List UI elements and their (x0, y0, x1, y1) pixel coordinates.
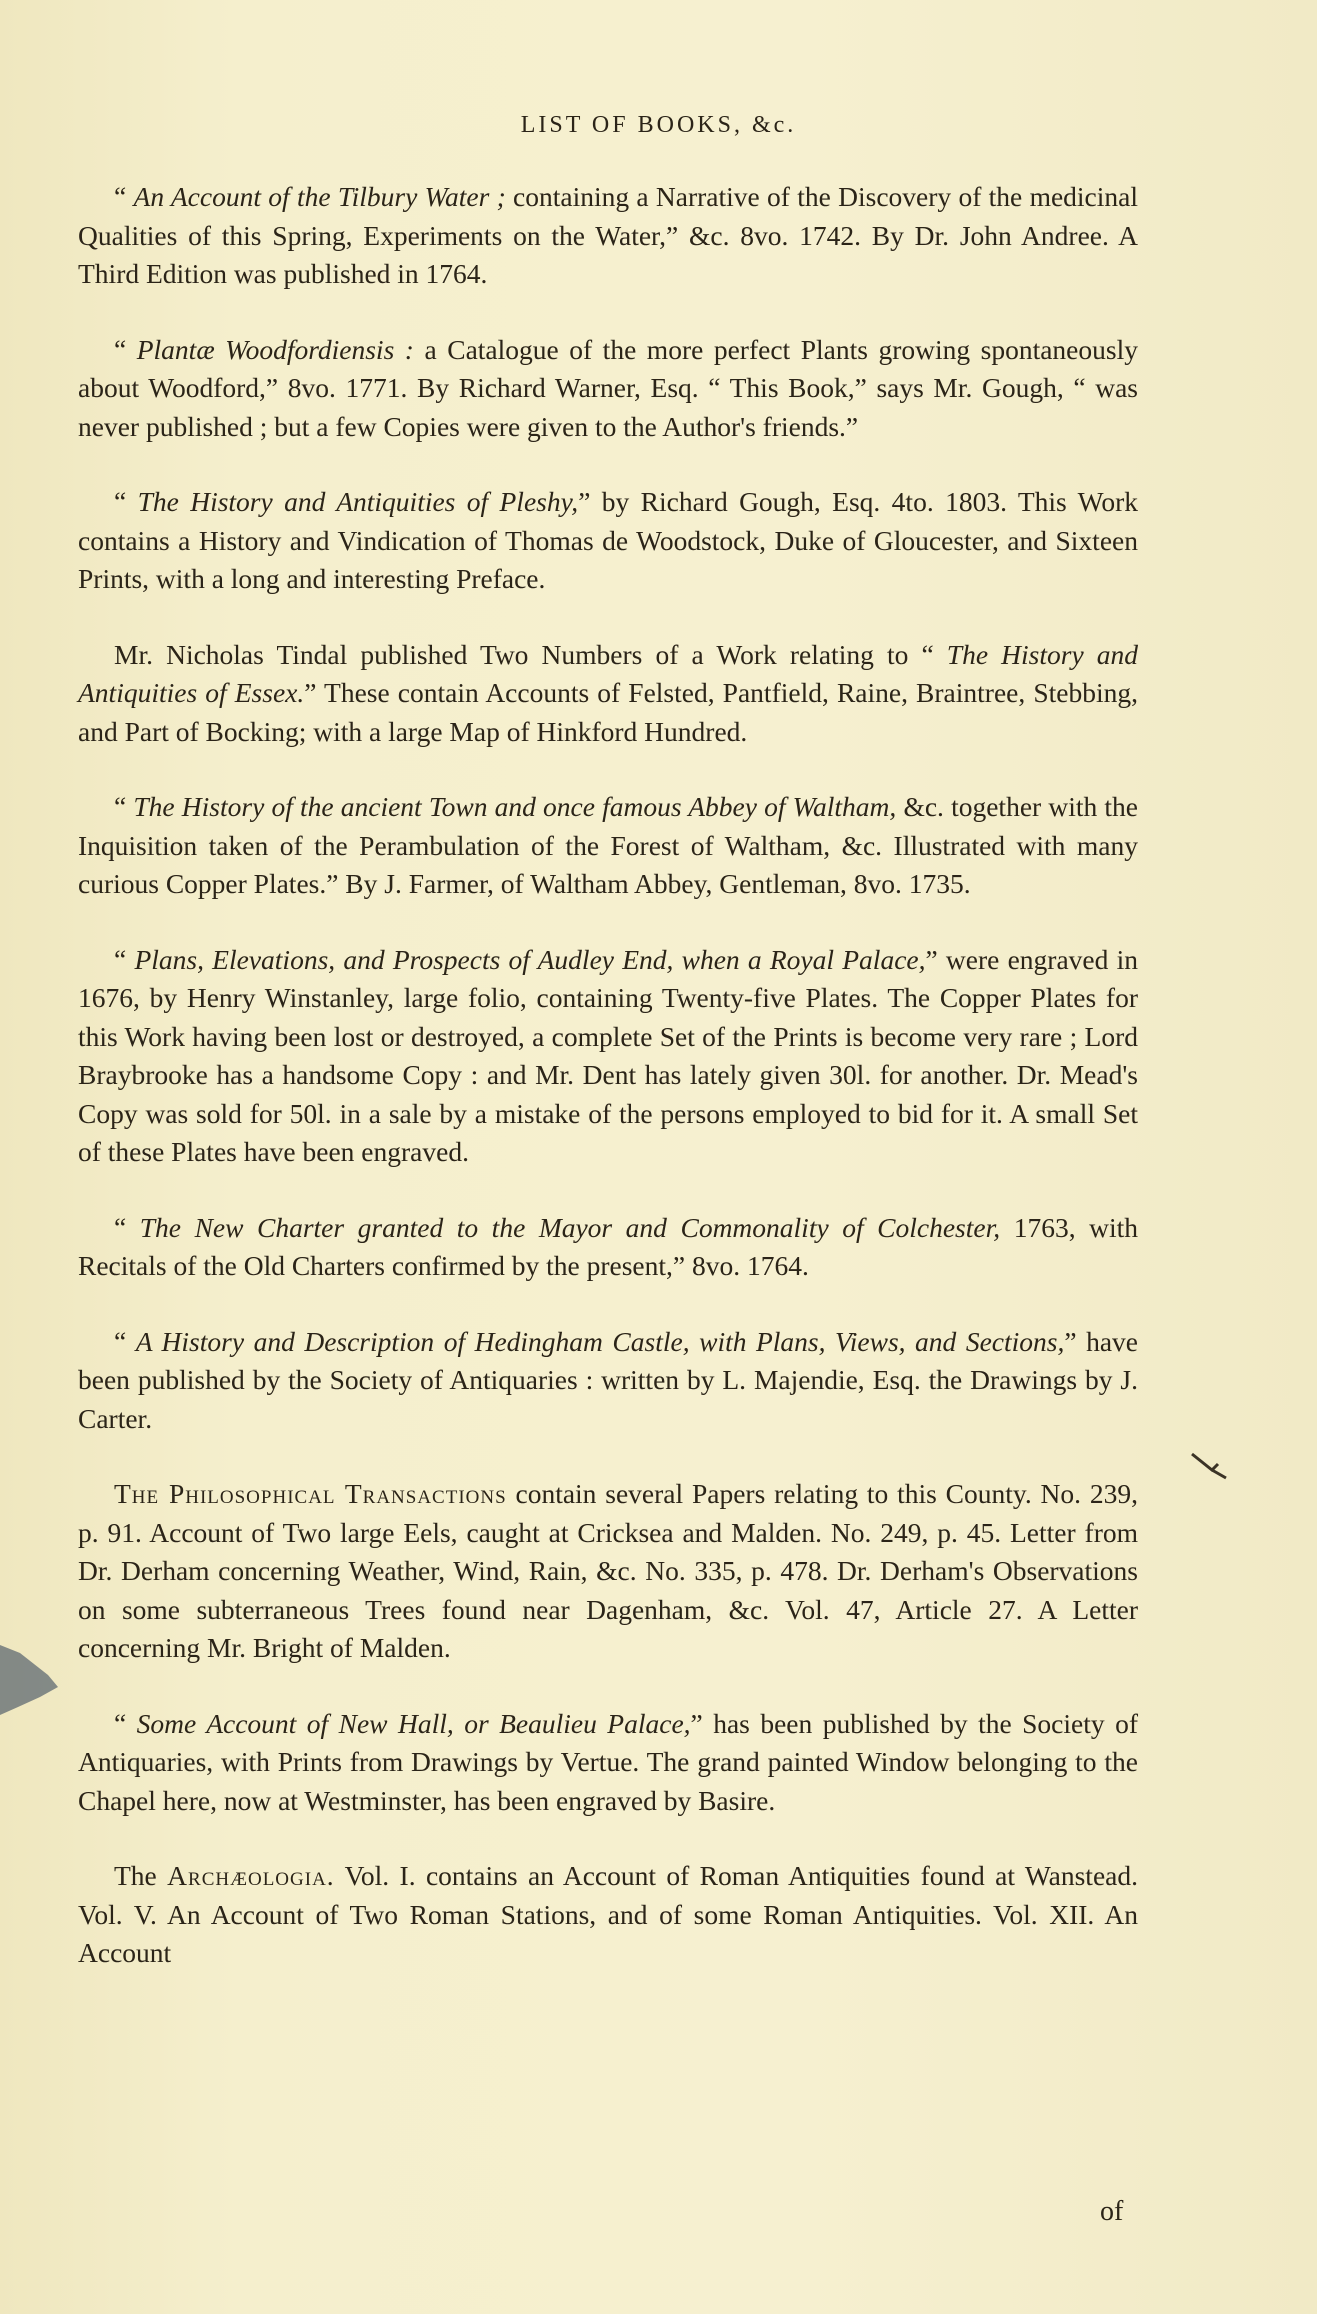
entry-tindal-essex: Mr. Nicholas Tindal published Two Numbers of a Work relating to “ The History and Antiquities of Essex.” These contain Accounts of Felsted, Pantfield, Raine, Braintree, Stebbing, and Part of Bocking; with a large Map of Hinkford Hundred. (78, 638, 1139, 747)
margin-mark-icon (1190, 1450, 1230, 1480)
entry-title: Archæologia. (167, 1860, 335, 1891)
entry-waltham-abbey: “ The History of the ancient Town and once famous Abbey of Waltham, &c. together with the Inquisition taken of the Perambulation of the Forest of Waltham, &c. Illustrated with many curious Copper Plates.” By J. Farmer, of Waltham Abbey, Gentleman, 8vo. 1735. (78, 791, 1138, 899)
running-header: LIST OF BOOKS, &c. (520, 112, 797, 138)
entry-pleshy: “ The History and Antiquities of Pleshy,” by Richard Gough, Esq. 4to. 1803. This Work contains a History and Vindication of Thomas de Woodstock, Duke of Gloucester, and Sixteen Prints, with a long and interesting Preface. (78, 486, 1138, 594)
entry-title: Some Account of New Hall, or Beaulieu Palace, (136, 1707, 691, 1739)
entry-title: The New Charter granted to the Mayor and Commonality of Colchester, (139, 1211, 1001, 1243)
entry-title: Plantæ Woodfordiensis : (136, 333, 414, 365)
entry-title: The History of the ancient Town and once famous Abbey of Waltham, (133, 791, 897, 822)
catchword: of (1100, 2196, 1124, 2227)
entry-hedingham-castle: “ A History and Description of Hedingham Castle, with Plans, Views, and Sections,” have been published by the Society of Antiquaries : written by L. Majendie, Esq. the Drawings by J. Carter. (78, 1325, 1138, 1434)
entry-title: The History and Antiquities of Pleshy, (137, 486, 579, 517)
entry-title: An Account of the Tilbury Water ; (133, 181, 506, 212)
entry-title: Plans, Elevations, and Prospects of Audley End, when a Royal Palace, (134, 943, 926, 975)
entry-audley-end: “ Plans, Elevations, and Prospects of Audley End, when a Royal Palace,” were engraved in 1676, by Henry Winstanley, large folio, containing Twenty-five Plates. The Copper Plates for this Work having been lost or destroyed, a complete Set of the Prints is become very rare ; Lord Braybrooke has a handsome Copy : and Mr. Dent has lately given 30l. for another. Dr. Mead's Copy was sold for 50l. in a sale by a mistake of the persons employed to bid for it. A small Set of these Plates have been engraved. (78, 943, 1138, 1167)
page-edge-damage-icon (0, 1645, 60, 1715)
entry-plantae-woodfordiensis: “ Plantæ Woodfordiensis : a Catalogue of the more perfect Plants growing spontaneously about Woodford,” 8vo. 1771. By Richard Warner, Esq. “ This Book,” says Mr. Gough, “ was never published ; but a few Copies were given to the Author's friends.” (78, 333, 1138, 442)
text-block (78, 178, 1138, 2010)
entry-title: The Philosophical Transactions (114, 1478, 507, 1509)
entry-philosophical-transactions: The Philosophical Transactions contain several Papers relating to this County. No. 239, p. 91. Account of Two large Eels, caught at Cricksea and Malden. No. 249, p. 45. Letter from Dr. Derham concerning Weather, Wind, Rain, &c. No. 335, p. 478. Dr. Derham's Observations on some subterraneous Trees found near Dagenham, &c. Vol. 47, Article 27. A Letter concerning Mr. Bright of Malden. (78, 1478, 1138, 1663)
entry-tilbury-water: “ An Account of the Tilbury Water ; containing a Narrative of the Discovery of the medicinal Qualities of this Spring, Experiments on the Water,” &c. 8vo. 1742. By Dr. John Andree. A Third Edition was published in 1764. (78, 181, 1138, 289)
entry-title: A History and Description of Hedingham Castle, with Plans, Views, and Sections, (135, 1325, 1065, 1357)
entry-colchester-charter: “ The New Charter granted to the Mayor and Commonality of Colchester, 1763, with Recitals of the Old Charters confirmed by the present,” 8vo. 1764. (78, 1211, 1139, 1281)
entry-archaeologia: The Archæologia. Vol. I. contains an Account of Roman Antiquities found at Wanstead. Vol. V. An Account of Two Roman Stations, and of some Roman Antiquities. Vol. XII. An Account (78, 1860, 1138, 1968)
entry-title: The History and Antiquities of Essex. (78, 638, 1139, 708)
entry-new-hall: “ Some Account of New Hall, or Beaulieu Palace,” has been published by the Society of Antiquaries, with Prints from Drawings by Vertue. The grand painted Window belonging to the Chapel here, now at Westminster, has been engraved by Basire. (78, 1707, 1138, 1816)
